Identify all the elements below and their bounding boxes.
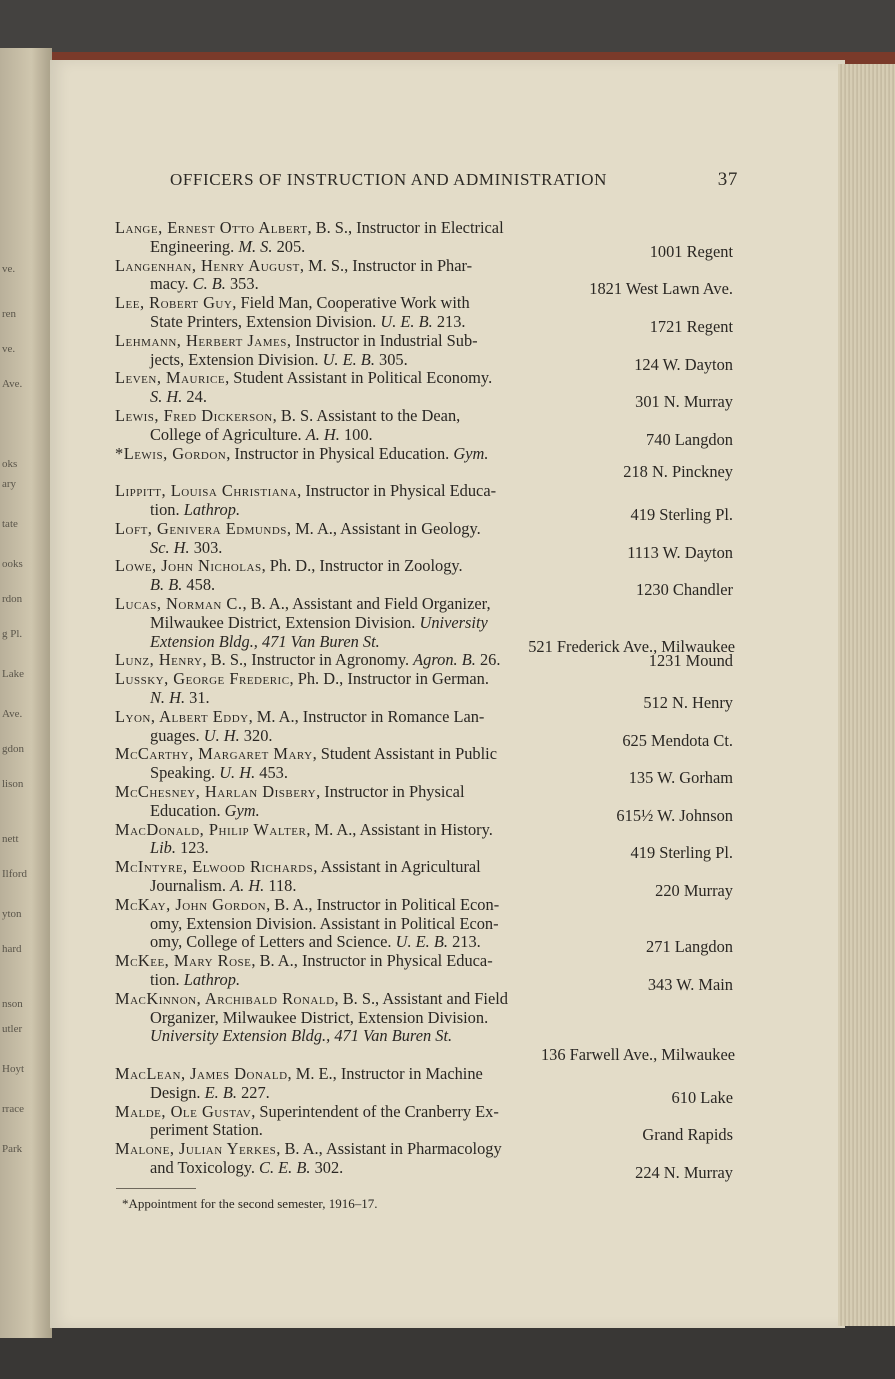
entry-first-line <box>115 482 496 500</box>
entry-continuation-line <box>150 764 288 782</box>
entry-address: 271 Langdon <box>646 937 733 957</box>
entry-continuation-line <box>150 689 210 707</box>
entry-continuation-line <box>150 877 296 895</box>
entry-continuation-line <box>150 388 207 406</box>
entry-address: 301 N. Murray <box>635 392 733 412</box>
entry-first-line <box>115 821 493 839</box>
entry-name: Leven, Maurice <box>115 368 226 388</box>
entry-continuation-line <box>150 313 466 331</box>
entry-first-line <box>115 990 508 1008</box>
entry-text: 305. <box>374 349 408 369</box>
entry-text: periment Station. <box>150 1120 263 1140</box>
left-page-fragment: lison <box>2 778 24 790</box>
page-edges <box>838 64 895 1326</box>
entry-text: , Assistant in Agricultural <box>313 857 481 877</box>
entry-name: Malde, Ole Gustav <box>115 1101 252 1121</box>
entry-name: McIntyre, Elwood Richards <box>115 857 314 877</box>
entry-text: , B. A., Assistant in Pharmacology <box>276 1139 502 1159</box>
left-page-fragment: ve. <box>2 263 16 275</box>
left-page-fragment: Park <box>2 1143 23 1155</box>
entry-address: 521 Frederick Ave., Milwaukee <box>528 636 735 656</box>
entry-name: Lussky, George Frederic <box>115 669 290 689</box>
entry-address: 136 Farwell Ave., Milwaukee <box>540 1045 735 1065</box>
entry-continuation-line <box>150 501 240 519</box>
entry-continuation-line <box>150 933 481 951</box>
entry-text: 205. <box>272 236 306 256</box>
entry-text: U. E. B. <box>395 932 448 952</box>
entry-text: Extension Bldg., 471 Van Buren St. <box>150 631 380 651</box>
entry-text: E. B. <box>204 1082 237 1102</box>
entry-name: Lucas, Norman C. <box>115 594 243 613</box>
entry-text: , M. A., Instructor in Romance Lan- <box>248 706 485 726</box>
entry-text: , Instructor in Industrial Sub- <box>286 330 478 350</box>
entry-text: , B. A., Instructor in Political Econ- <box>266 894 500 914</box>
entry-first-line <box>115 257 472 275</box>
left-page-fragment: ary <box>2 478 17 490</box>
entry-name: Malone, Julian Yerkes <box>115 1139 277 1159</box>
entry-name: Lowe, John Nicholas <box>115 556 262 576</box>
entry-address: 419 Sterling Pl. <box>630 505 733 524</box>
entry-address: 1230 Chandler <box>636 580 733 600</box>
entry-text: , Instructor in Physical <box>316 782 465 801</box>
entry-text: C. B. <box>192 274 226 294</box>
entry-text: , Student Assistant in Public <box>312 744 497 764</box>
left-page-fragment: rdon <box>2 593 23 605</box>
entry-first-line <box>115 294 470 312</box>
entry-name: Lippitt, Louisa Christiana <box>115 481 298 501</box>
entry-text: M. S. <box>238 236 273 256</box>
entry-name: Loft, Genivera Edmunds <box>115 518 287 538</box>
entry-text: tion. <box>150 500 180 519</box>
entry-text: , Instructor in Physical Educa- <box>297 481 497 501</box>
entry-text: 123. <box>175 838 209 858</box>
entry-continuation-line <box>150 727 272 745</box>
entry-text: , Student Assistant in Political Economy. <box>225 368 493 388</box>
entry-continuation-line <box>150 576 215 594</box>
entry-text: omy, College of Letters and Science. <box>150 932 392 952</box>
entry-continuation-line <box>150 1084 270 1102</box>
entry-text: Education. <box>150 800 221 820</box>
entry-address: 1001 Regent <box>649 241 733 261</box>
entry-text: U. H. <box>219 763 256 783</box>
entry-text: , Instructor in Physical Education. <box>226 443 450 463</box>
entry-text: 320. <box>239 725 273 745</box>
entry-text: State Printers, Extension Division. <box>150 312 377 331</box>
page-number: 37 <box>717 169 738 190</box>
entry-text: 26. <box>475 650 501 670</box>
entry-text: Design. <box>150 1082 201 1102</box>
entry-text: Lib. <box>150 838 176 858</box>
entry-text: , B. A., Instructor in Physical Educa- <box>251 951 493 971</box>
entry-text: B. B. <box>150 575 183 595</box>
entry-name: MacDonald, Philip Walter <box>115 819 307 839</box>
entry-continuation-line <box>150 971 240 989</box>
entry-continuation-line <box>150 633 380 651</box>
entry-text: macy. <box>150 274 189 294</box>
left-page-fragment: Lake <box>2 668 24 680</box>
entry-text: 24. <box>182 387 207 407</box>
entry-text: University Extension Bldg., 471 Van Buren St. <box>150 1026 453 1046</box>
entry-name: Lunz, Henry <box>115 650 203 670</box>
entry-name: Lewis, Fred Dickerson <box>115 406 273 425</box>
entry-first-line <box>115 670 489 688</box>
entry-text: , M. A., Assistant in History. <box>306 819 493 839</box>
entry-first-line <box>115 557 463 575</box>
entry-name: McChesney, Harlan Disbery <box>115 782 317 801</box>
entry-continuation-line <box>150 839 209 857</box>
entry-text: tion. <box>150 970 180 989</box>
header-title: OFFICERS OF INSTRUCTION AND ADMINISTRATION <box>170 170 608 189</box>
left-page-fragment: ren <box>2 308 17 320</box>
entry-continuation-line <box>150 1159 343 1177</box>
left-page-fragment: ooks <box>2 558 23 570</box>
entry-text: , Ph. D., Instructor in Zoology. <box>261 556 463 576</box>
entry-text: Organizer, Milwaukee District, Extension Division. <box>150 1007 489 1027</box>
background-top <box>0 0 895 60</box>
entry-continuation-line <box>150 238 305 256</box>
left-page-fragment: Ilford <box>2 868 28 880</box>
entry-first-line <box>115 858 481 876</box>
entry-text: , B. A., Assistant and Field Organizer, <box>242 594 491 613</box>
entry-text: C. E. B. <box>259 1158 311 1177</box>
background-bottom <box>0 1325 895 1379</box>
entry-address: 220 Murray <box>655 881 733 900</box>
entry-continuation-line <box>150 915 499 933</box>
entry-text: , M. S., Instructor in Phar- <box>299 255 473 275</box>
entry-first-line <box>115 407 460 425</box>
entry-name: McCarthy, Margaret Mary <box>115 744 313 764</box>
entry-address: 1113 W. Dayton <box>627 542 733 562</box>
entry-address: 1721 Regent <box>649 317 733 336</box>
entry-address: 1231 Mound <box>648 651 733 671</box>
entry-text: , B. S., Instructor in Electrical <box>307 218 504 237</box>
entry-text: 100. <box>339 424 373 444</box>
left-page-fragment: Ave. <box>2 378 23 390</box>
entry-continuation-line <box>150 275 259 293</box>
entry-continuation-line <box>150 426 373 444</box>
entry-first-line <box>115 783 465 801</box>
entry-first-line <box>115 708 484 726</box>
entry-text: University <box>419 612 488 632</box>
entry-text: 213. <box>432 312 466 331</box>
entry-name: MacLean, James Donald <box>115 1064 288 1083</box>
entry-text: , M. E., Instructor in Machine <box>287 1064 483 1083</box>
entry-text: jects, Extension Division. <box>150 349 319 369</box>
entry-text: 31. <box>185 688 210 707</box>
entry-text: Milwaukee District, Extension Division. <box>150 612 416 632</box>
left-page-fragment: gdon <box>2 743 24 755</box>
entry-text: S. H. <box>150 387 183 407</box>
entry-continuation-line <box>150 802 260 820</box>
entry-text: Lathrop. <box>183 500 241 519</box>
entry-text: , B. S. Assistant to the Dean, <box>272 406 461 425</box>
entry-continuation-line <box>150 351 408 369</box>
entry-address: 615½ W. Johnson <box>616 805 733 825</box>
entry-name: *Lewis, Gordon <box>115 443 227 463</box>
entry-first-line <box>115 896 499 914</box>
entry-first-line <box>115 219 504 237</box>
entry-name: MacKinnon, Archibald Ronald <box>115 988 335 1008</box>
entry-text: Gym. <box>453 443 489 463</box>
footnote-rule <box>116 1188 196 1189</box>
entry-text: Lathrop. <box>183 970 241 989</box>
entry-text: Sc. H. <box>150 537 190 557</box>
left-page-fragment: nett <box>2 833 19 845</box>
entry-name: Lange, Ernest Otto Albert <box>115 218 308 237</box>
entry-name: Lehmann, Herbert James <box>115 330 287 350</box>
entry-name: Langenhan, Henry August <box>115 255 300 275</box>
entry-text: Agron. B. <box>413 650 476 670</box>
entry-first-line <box>115 651 500 669</box>
entry-name: Lee, Robert Guy <box>115 293 233 313</box>
entry-text: , B. S., Assistant and Field <box>334 988 509 1008</box>
entry-text: Speaking. <box>150 763 216 783</box>
left-page-fragment: yton <box>2 908 22 920</box>
entry-first-line <box>115 1065 483 1083</box>
entry-address: 218 N. Pinckney <box>623 462 733 482</box>
entry-address: 124 W. Dayton <box>634 354 733 374</box>
left-page-margin <box>0 48 52 1338</box>
entry-address: 740 Langdon <box>646 429 733 449</box>
entry-text: 303. <box>189 537 223 557</box>
left-page-fragment: rrace <box>2 1103 24 1115</box>
entry-name: Lyon, Albert Eddy <box>115 706 249 726</box>
entry-text: N. H. <box>150 688 186 707</box>
entry-address: 419 Sterling Pl. <box>630 843 733 863</box>
entry-text: U. E. B. <box>380 312 433 331</box>
entry-text: guages. <box>150 725 200 745</box>
entry-first-line <box>115 369 492 387</box>
entry-text: 213. <box>448 932 481 952</box>
entry-text: U. E. B. <box>322 349 375 369</box>
entry-text: A. H. <box>305 424 340 444</box>
entry-text: 118. <box>264 876 297 895</box>
entry-first-line <box>115 332 478 350</box>
entry-address: 610 Lake <box>671 1087 733 1107</box>
entry-first-line <box>115 595 491 613</box>
entry-continuation-line <box>150 539 222 557</box>
entry-address: 224 N. Murray <box>635 1163 733 1182</box>
left-page-fragment: ve. <box>2 343 16 355</box>
entry-text: Engineering. <box>150 236 235 256</box>
entry-text: , B. S., Instructor in Agronomy. <box>202 650 410 670</box>
entry-address: Grand Rapids <box>642 1125 733 1145</box>
entry-first-line <box>115 745 497 763</box>
entry-continuation-line <box>150 1009 488 1027</box>
entry-continuation-line <box>150 1027 452 1045</box>
entry-first-line <box>115 952 493 970</box>
entry-first-line <box>115 445 488 463</box>
left-page-fragment: hard <box>2 943 22 955</box>
entry-name: McKee, Mary Rose <box>115 951 252 971</box>
entry-first-line <box>115 1140 502 1158</box>
entry-text: Gym. <box>224 800 260 820</box>
entry-text: , Ph. D., Instructor in German. <box>289 669 489 689</box>
entry-text: A. H. <box>230 876 265 895</box>
entry-text: 453. <box>255 763 288 783</box>
entry-address: 1821 West Lawn Ave. <box>589 279 733 299</box>
left-page-fragment: utler <box>2 1023 23 1035</box>
entry-first-line <box>115 1103 499 1121</box>
entry-text: Journalism. <box>150 876 227 895</box>
entry-address: 343 W. Main <box>647 975 733 994</box>
entry-address: 135 W. Gorham <box>628 768 733 788</box>
entry-text: 302. <box>310 1158 344 1177</box>
left-page-fragment: tate <box>2 518 18 530</box>
left-page-fragment: nson <box>2 998 23 1010</box>
entry-text: U. H. <box>203 725 240 745</box>
footnote: *Appointment for the second semester, 1916–17. <box>122 1196 378 1211</box>
entry-text: College of Agriculture. <box>150 424 302 444</box>
entry-continuation-line <box>150 1121 263 1139</box>
entry-first-line <box>115 520 481 538</box>
entry-text: omy, Extension Division. Assistant in Political Econ- <box>150 913 499 933</box>
entry-continuation-line <box>150 614 488 632</box>
entry-text: 458. <box>182 575 216 595</box>
left-page-fragment: Hoyt <box>2 1063 24 1075</box>
left-page-fragment: Ave. <box>2 708 23 720</box>
entry-text: 227. <box>236 1082 270 1102</box>
left-page-fragment: g Pl. <box>2 628 23 640</box>
entry-address: 512 N. Henry <box>643 693 733 712</box>
entry-text: 353. <box>225 274 259 294</box>
entry-text: , Superintendent of the Cranberry Ex- <box>251 1101 499 1121</box>
entry-name: McKay, John Gordon <box>115 894 267 914</box>
entry-address: 625 Mendota Ct. <box>622 730 733 750</box>
entry-text: , Field Man, Cooperative Work with <box>232 293 470 313</box>
entry-text: and Toxicology. <box>150 1158 255 1177</box>
left-page-fragment: oks <box>2 458 18 470</box>
entry-text: , M. A., Assistant in Geology. <box>286 518 481 538</box>
